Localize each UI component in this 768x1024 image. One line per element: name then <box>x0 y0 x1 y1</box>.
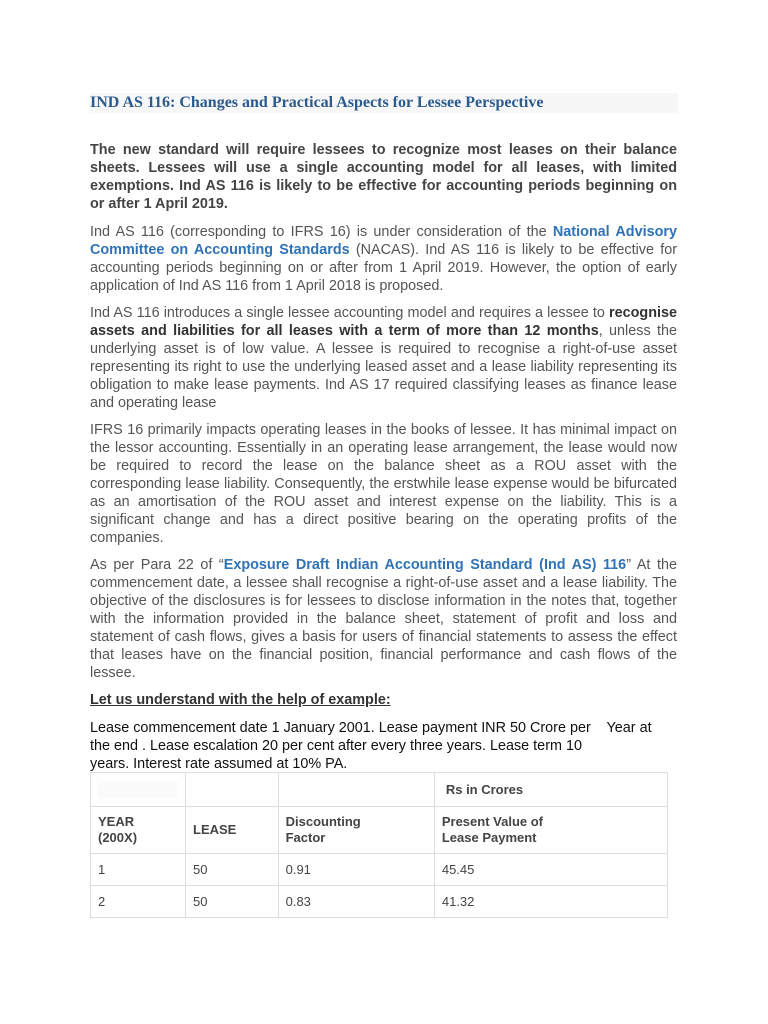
nacas-link[interactable]: National Advisory Committee on Accounting Standards <box>90 224 677 258</box>
table-row <box>91 886 668 918</box>
header-lease: LEASE <box>186 807 279 854</box>
cell-factor: 0.83 <box>278 886 434 918</box>
paragraph-lessee-model-bold: recognise assets and liabilities for all leases with a term of more than 12 months <box>90 305 677 339</box>
cell-lease: 50 <box>186 854 279 886</box>
cell-present-value: 41.32 <box>434 886 667 918</box>
example-line-1: Lease commencement date 1 January 2001. Lease payment INR 50 Crore per Year at <box>90 720 652 736</box>
table-units-cell <box>434 773 667 807</box>
example-heading: Let us understand with the help of example: <box>90 692 391 708</box>
page-title: IND AS 116: Changes and Practical Aspects for Lessee Perspective <box>90 93 678 113</box>
cell-present-value: 45.45 <box>434 854 667 886</box>
header-present-value <box>434 807 667 854</box>
table-cell-empty <box>278 773 434 807</box>
example-paragraph <box>90 719 677 773</box>
table-cell-empty <box>186 773 279 807</box>
table-header-row <box>91 807 668 854</box>
units-label: Rs in Crores <box>445 782 524 797</box>
paragraph-para22-text-after: ” At the commencement date, a lessee shall recognise a right-of-use asset and a lease liability. The objective of the disclosures is for lessees to disclose information in the notes that, together with the information provided in the balance sheet, statement of profit and loss and statement of cash flows, gives a basis for users of financial statements to assess the effect that leases have on the financial position, financial performance and cash flows of the lessee. <box>90 557 677 681</box>
cell-lease: 50 <box>186 886 279 918</box>
exposure-draft-link[interactable]: Exposure Draft Indian Accounting Standard (Ind AS) 116 <box>223 557 627 573</box>
paragraph-lessee-model <box>90 304 677 412</box>
example-line-3: years. Interest rate assumed at 10% PA. <box>90 756 348 772</box>
table-units-row <box>91 773 668 807</box>
header-discount-line2: Factor <box>285 830 326 845</box>
paragraph-nacas <box>90 223 677 295</box>
example-line-2: the end . Lease escalation 20 per cent after every three years. Lease term 10 <box>90 738 582 754</box>
paragraph-ifrs16: IFRS 16 primarily impacts operating leases in the books of lessee. It has minimal impact on the lessor accounting. Essentially in an operating lease arrangement, the lease would now be required to record the lease on the balance sheet as a ROU asset with the corresponding lease liability. Consequently, the erstwhile lease expense would be bifurcated as an amortisation of the ROU asset and interest expense on the liability. This is a significant change and has a direct positive bearing on the operating profits of the companies. <box>90 422 677 546</box>
cell-year: 1 <box>91 854 186 886</box>
header-year <box>91 807 186 854</box>
header-discount-factor <box>278 807 434 854</box>
table-cell-empty <box>91 773 186 807</box>
paragraph-lessee-model-text-before: Ind AS 116 introduces a single lessee accounting model and requires a lessee to <box>90 305 610 321</box>
empty-cell-shade <box>98 781 178 799</box>
cell-year: 2 <box>91 886 186 918</box>
article-body <box>90 141 677 773</box>
table-row <box>91 854 668 886</box>
header-pv-line1: Present Value of <box>441 814 543 829</box>
cell-factor: 0.91 <box>278 854 434 886</box>
header-year-line1: YEAR <box>98 814 135 829</box>
paragraph-para22-text-before: As per Para 22 of “ <box>90 557 224 573</box>
paragraph-para22 <box>90 556 677 682</box>
intro-paragraph: The new standard will require lessees to recognize most leases on their balance sheets. Lessees will use a single accounting model for all leases, with limited exemptions. Ind AS 116 is likely to be effective for accounting periods beginning on or after 1 April 2019. <box>90 142 677 212</box>
paragraph-nacas-text-before: Ind AS 116 (corresponding to IFRS 16) is under consideration of the <box>90 224 553 240</box>
header-year-line2: (200X) <box>98 830 138 845</box>
header-discount-line1: Discounting <box>285 814 361 829</box>
paragraph-lessee-model-text-after: , unless the underlying asset is of low value. A lessee is required to recognise a right-of-use asset representing its right to use the underlying leased asset and a lease liability representing its obligation to make lease payments. Ind AS 17 required classifying leases as finance lease and operating lease <box>90 323 677 411</box>
lease-table <box>90 772 668 918</box>
paragraph-nacas-text-after: (NACAS). Ind AS 116 is likely to be effective for accounting periods beginning on or after from 1 April 2019. However, the option of early application of Ind AS 116 from 1 April 2018 is proposed. <box>90 242 677 294</box>
header-pv-line2: Lease Payment <box>441 830 537 845</box>
